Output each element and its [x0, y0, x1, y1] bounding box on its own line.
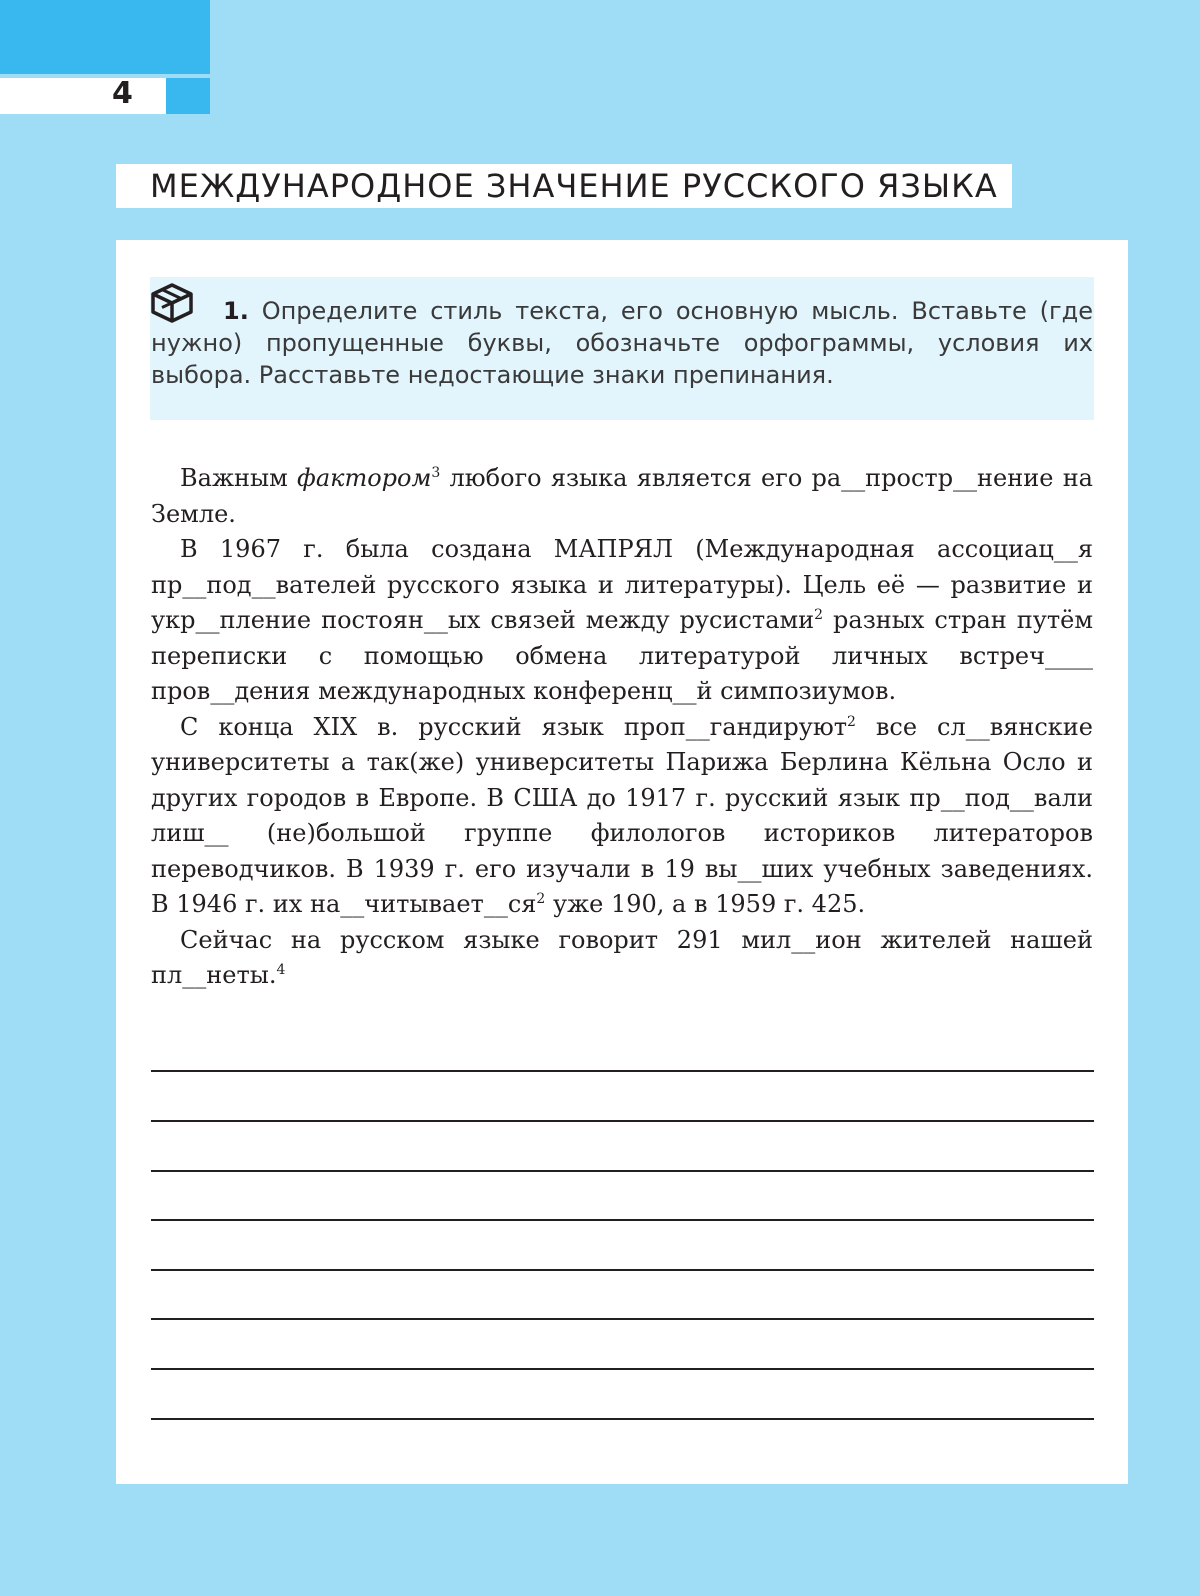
answer-line[interactable]	[151, 1269, 1094, 1271]
answer-line[interactable]	[151, 1170, 1094, 1172]
answer-line[interactable]	[151, 1318, 1094, 1320]
answer-line[interactable]	[151, 1219, 1094, 1221]
footnote-mark: 3	[431, 465, 441, 481]
footnote-mark: 2	[847, 713, 856, 730]
paragraph-2: В 1967 г. была создана МАПРЯЛ (Международная ассоциац__я пр__под__вателей русского языка и литературы). Цель её — развитие и укр__пление постоян__ых связей между русистами$^2$ разных стран путём переписки с помощью обмена литературой личных встреч____ пров__дения международных конференц__й симпозиумов.	[151, 535, 1093, 705]
page-number-accent	[166, 78, 210, 114]
exercise-text	[151, 461, 1093, 994]
answer-line[interactable]	[151, 1120, 1094, 1122]
answer-line[interactable]	[151, 1070, 1094, 1072]
answer-line[interactable]	[151, 1368, 1094, 1370]
footnote-mark: 4	[276, 962, 286, 978]
page-title: МЕЖДУНАРОДНОЕ ЗНАЧЕНИЕ РУССКОГО ЯЗЫКА	[150, 167, 998, 205]
paragraph-3: С конца XIX в. русский язык проп__гандируют$^2$ все сл__вянские университеты а так(же) университеты Парижа Берлина Кёльна Осло и других городов в Европе. В США до 1917 г. русский язык пр__под__вали лиш__ (не)большой группе филологов историков литераторов переводчиков. В 1939 г. его изучали в 19 вы__ших учебных заведениях. В 1946 г. их $на\_\_читывает\_\_ся^2$ уже 190, а в 1959 г. 425.	[151, 712, 1094, 918]
task-instruction-text: Определите стиль текста, его основную мысль. Вставьте (где нужно) пропущенные буквы, обозначьте орфограммы, условия их выбора. Расставьте недостающие знаки препинания.	[151, 297, 1094, 389]
paragraph-1: Важным фактором$^3$ любого языка является его ра__простр__нение на Земле.	[151, 464, 1093, 528]
footnote-mark: 2	[814, 607, 824, 623]
paragraph-4: Сейчас на русском языке говорит 291 мил__ион жителей нашей пл__неты.$^4$	[151, 925, 1093, 989]
task-number: 1.	[223, 297, 249, 325]
answer-line[interactable]	[151, 1418, 1094, 1420]
task-instruction	[151, 295, 1093, 391]
footnote-mark: 2	[536, 891, 546, 907]
corner-decoration	[0, 0, 210, 74]
page-number: 4	[112, 76, 133, 111]
